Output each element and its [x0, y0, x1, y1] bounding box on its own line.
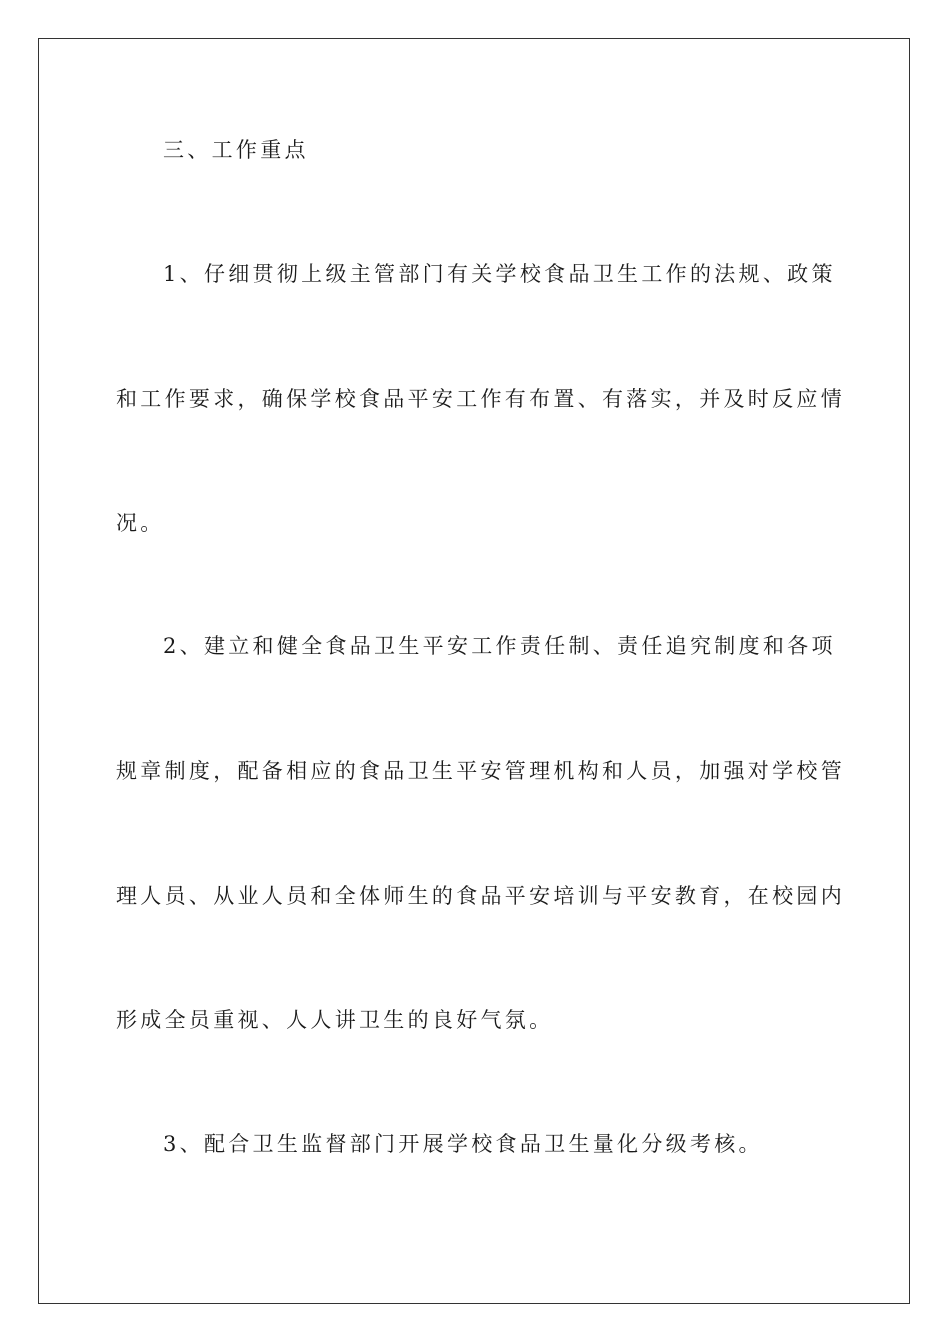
- item-1-line-3: 况。: [116, 511, 165, 535]
- item-2-line-3: 理人员、从业人员和全体师生的食品平安培训与平安教育，在校园内: [116, 884, 845, 908]
- page-border: [38, 38, 910, 1304]
- section-heading: 三、工作重点: [163, 138, 309, 162]
- item-3-line-1: 3、配合卫生监督部门开展学校食品卫生量化分级考核。: [163, 1132, 763, 1156]
- item-2-line-1: 2、建立和健全食品卫生平安工作责任制、责任追究制度和各项: [163, 634, 836, 658]
- item-1-line-2: 和工作要求，确保学校食品平安工作有布置、有落实，并及时反应情: [116, 387, 845, 411]
- item-2-line-2: 规章制度，配备相应的食品卫生平安管理机构和人员，加强对学校管: [116, 759, 845, 783]
- item-2-line-4: 形成全员重视、人人讲卫生的良好气氛。: [116, 1008, 554, 1032]
- item-1-line-1: 1、仔细贯彻上级主管部门有关学校食品卫生工作的法规、政策: [163, 262, 836, 286]
